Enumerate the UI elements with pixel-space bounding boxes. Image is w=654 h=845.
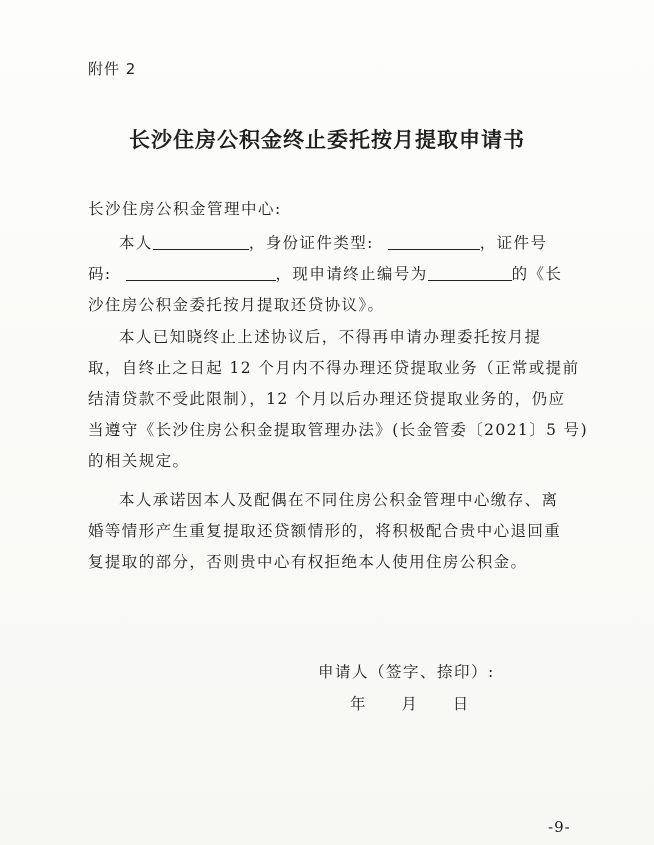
attachment-label: 附件 2 (88, 60, 137, 78)
paragraph-consequences (88, 322, 589, 477)
id-number-label-start: ，证件号 (479, 234, 548, 252)
salutation: 长沙住房公积金管理中心: (88, 200, 282, 218)
paragraph-line: 本人已知晓终止上述协议后，不得再申请办理委托按月提 (119, 328, 542, 346)
applicant-label: 本人 (119, 234, 153, 252)
paragraph-line: 复提取的部分，否则贵中心有权拒绝本人使用住房公积金。 (88, 553, 528, 571)
paragraph-line: 取，自终止之日起 12 个月内不得办理还贷提取业务（正常或提前 (88, 359, 580, 377)
agreement-name-start: 的《长 (511, 265, 563, 283)
date-day: 日 (452, 695, 469, 713)
paragraph-line (88, 259, 580, 290)
paragraph-line (88, 228, 580, 259)
paragraph-commitment (88, 485, 580, 578)
page-number: -9- (548, 818, 571, 836)
signature-date (350, 692, 468, 714)
paragraph-line: 的相关规定。 (88, 452, 190, 470)
id-number-blank (126, 263, 276, 281)
id-number-label-end: 码: (88, 265, 112, 283)
id-type-label: ，身份证件类型: (248, 234, 374, 252)
paragraph-line: 当遵守《长沙住房公积金提取管理办法》(长金管委〔2021〕5 号) (88, 421, 589, 439)
name-blank (153, 232, 249, 250)
paragraph-line: 沙住房公积金委托按月提取还贷协议》。 (88, 296, 385, 314)
paragraph-line: 结清贷款不受此限制），12 个月以后办理还贷提取业务的，仍应 (88, 390, 566, 408)
agreement-number-label: ，现申请终止编号为 (275, 265, 428, 283)
applicant-signature-label: 申请人（签字、捺印）: (318, 663, 495, 681)
id-type-blank (388, 232, 480, 250)
date-month: 月 (401, 695, 417, 713)
date-year: 年 (350, 695, 366, 713)
paragraph-line: 婚等情形产生重复提取还贷额情形的，将积极配合贵中心退回重 (88, 522, 562, 540)
paragraph-declaration (88, 228, 580, 321)
paragraph-line: 本人承诺因本人及配偶在不同住房公积金管理中心缴存、离 (119, 491, 559, 509)
document-title: 长沙住房公积金终止委托按月提取申请书 (129, 128, 525, 152)
agreement-number-blank (428, 263, 512, 281)
